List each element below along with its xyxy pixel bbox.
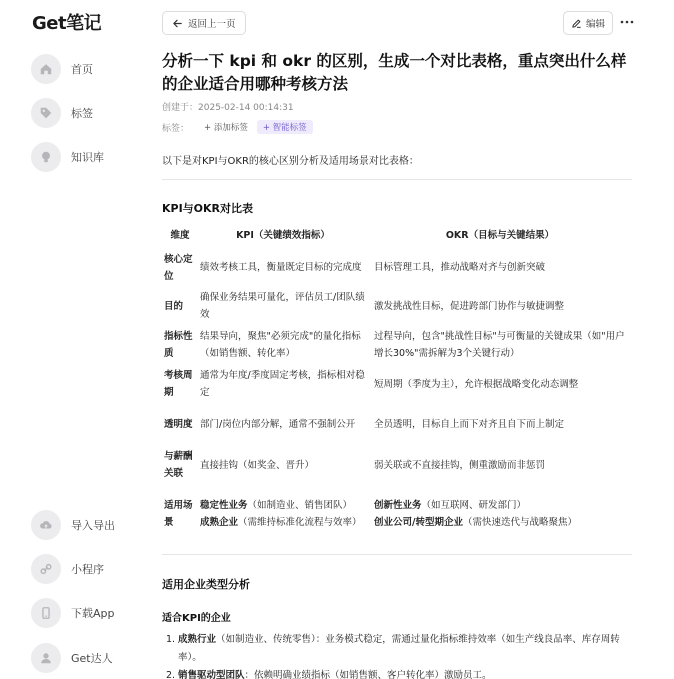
sidebar-item-download-app[interactable]	[31, 598, 115, 628]
intro-text: 以下是对KPI与OKR的核心区别分析及适用场景对比表格：	[162, 156, 419, 167]
kpi-fit-bold: 成熟企业	[200, 517, 239, 528]
tag-icon	[31, 98, 61, 128]
table-cell-okr: 弱关联或不直接挂钩，侧重激励而非惩罚	[374, 459, 546, 471]
okr-fit-bold: 创业公司/转型期企业	[374, 517, 463, 528]
kpi-fit-bold: 稳定性业务	[200, 500, 248, 511]
sidebar-item-get-expert[interactable]	[31, 643, 113, 673]
arrow-left-icon	[172, 18, 183, 29]
created-label: 创建于：	[162, 103, 199, 113]
list-item	[166, 667, 632, 679]
table-row	[162, 365, 632, 403]
table-cell-okr: 全员透明，目标自上而下对齐且自下而上制定	[374, 418, 565, 430]
list-item-detail: ：依赖明确业绩指标（如销售额、客户转化率）激励员工。	[244, 670, 492, 679]
table-header-row	[162, 225, 632, 248]
table-row	[162, 403, 632, 445]
table-row	[162, 445, 632, 485]
sidebar-item-label: 下载App	[71, 607, 115, 620]
more-icon[interactable]	[618, 13, 636, 31]
table-header-cell: KPI（关键绩效指标）	[236, 230, 330, 241]
subsection-heading: 适合KPI的企业	[162, 613, 231, 624]
table-cell-dimension: 指标性质	[164, 331, 193, 359]
cloud-upload-icon	[31, 510, 61, 540]
back-button[interactable]	[162, 11, 246, 35]
table-header-cell: 维度	[170, 230, 190, 241]
table-cell-okr: 目标管理工具，推动战略对齐与创新突破	[374, 262, 546, 273]
table-cell-okr: 激发挑战性目标，促进跨部门协作与敏捷调整	[374, 300, 565, 312]
note-title: 分析一下 kpi 和 okr 的区别，生成一个对比表格，重点突出什么样的企业适合用哪种考核方法	[162, 52, 627, 93]
sidebar-item-label: 标签	[71, 107, 93, 120]
table-row	[162, 287, 632, 325]
table-cell-okr	[368, 485, 632, 543]
list-number: 1.	[166, 634, 176, 645]
smart-tag-button[interactable]: + 智能标签	[257, 120, 313, 134]
home-icon	[31, 54, 61, 84]
table-cell-okr: 短周期（季度为主），允许根据战略变化动态调整	[374, 378, 579, 390]
tags-meta	[162, 120, 313, 134]
list-item	[166, 631, 632, 667]
sidebar-item-label: Get达人	[71, 652, 113, 665]
table-cell-dimension: 适用场景	[164, 500, 193, 528]
pencil-icon	[571, 18, 582, 29]
okr-fit-detail: （需快速迭代与战略聚焦）	[462, 517, 577, 528]
edit-button[interactable]	[563, 11, 613, 35]
table-cell-dimension: 目的	[164, 300, 184, 312]
link-icon	[31, 554, 61, 584]
created-meta	[162, 100, 294, 113]
list-number: 2.	[166, 670, 176, 679]
sidebar-item-label: 导入导出	[71, 519, 115, 532]
edit-button-label: 编辑	[586, 19, 606, 30]
table-cell-kpi	[198, 485, 368, 543]
sidebar-item-label: 首页	[71, 63, 93, 76]
user-icon	[31, 643, 61, 673]
table-cell-dimension: 考核周期	[164, 370, 193, 398]
list-item-bold: 成熟行业	[178, 634, 217, 645]
kpi-fit-detail: （如制造业、销售团队）	[247, 500, 353, 511]
list-item-detail: （如制造业、传统零售）：业务模式稳定，需通过量化指标维持效率（如生产线良品率、库存周转率）。	[178, 634, 620, 663]
lightbulb-icon	[31, 142, 61, 172]
table-cell-kpi: 结果导向，聚焦"必须完成"的量化指标（如销售额、转化率）	[200, 331, 361, 359]
list-item-bold: 销售驱动型团队	[178, 670, 245, 679]
table-row	[162, 485, 632, 543]
sidebar-item-tags[interactable]	[31, 98, 93, 128]
table-cell-kpi: 部门/岗位内部分解，通常不强制公开	[200, 418, 356, 430]
table-cell-kpi: 通常为年度/季度固定考核，指标相对稳定	[200, 370, 365, 398]
sidebar-item-miniprogram[interactable]	[31, 554, 104, 584]
sidebar-item-label: 知识库	[71, 151, 104, 164]
table-header-cell: OKR（目标与关键结果）	[445, 230, 555, 241]
table-cell-dimension: 透明度	[164, 418, 193, 430]
divider	[162, 554, 632, 555]
kpi-fit-detail: （需维持标准化流程与效率）	[238, 517, 362, 528]
table-cell-okr: 过程导向，包含"挑战性目标"与可衡量的关键成果（如"用户增长30%"需拆解为3个关键行动）	[374, 331, 625, 359]
sidebar-item-import-export[interactable]	[31, 510, 115, 540]
table-row	[162, 248, 632, 287]
sidebar-item-home[interactable]	[31, 54, 93, 84]
table-heading: KPI与OKR对比表	[162, 202, 254, 215]
tags-label: 标签：	[162, 123, 190, 134]
okr-fit-detail: （如互联网、研发部门）	[421, 500, 527, 511]
okr-fit-bold: 创新性业务	[374, 500, 422, 511]
add-tag-button[interactable]: + 添加标签	[204, 123, 248, 133]
table-cell-kpi: 确保业务结果可量化，评估员工/团队绩效	[200, 292, 365, 320]
back-button-label: 返回上一页	[188, 19, 236, 30]
table-cell-kpi: 直接挂钩（如奖金、晋升）	[200, 459, 315, 471]
section-heading: 适用企业类型分析	[162, 578, 250, 591]
table-cell-kpi: 绩效考核工具，衡量既定目标的完成度	[200, 262, 362, 273]
sidebar-item-knowledge[interactable]	[31, 142, 104, 172]
table-cell-dimension: 与薪酬关联	[164, 451, 193, 479]
phone-icon	[31, 598, 61, 628]
app-logo[interactable]: Get笔记	[32, 13, 102, 34]
created-timestamp: 2025-02-14 00:14:31	[198, 103, 294, 113]
table-row	[162, 325, 632, 365]
comparison-table	[162, 225, 632, 543]
list-text	[178, 667, 492, 679]
divider	[162, 179, 632, 180]
sidebar	[0, 0, 150, 679]
sidebar-item-label: 小程序	[71, 563, 104, 576]
list-text	[178, 631, 632, 667]
enterprise-list	[166, 631, 632, 679]
table-cell-dimension: 核心定位	[164, 253, 193, 282]
